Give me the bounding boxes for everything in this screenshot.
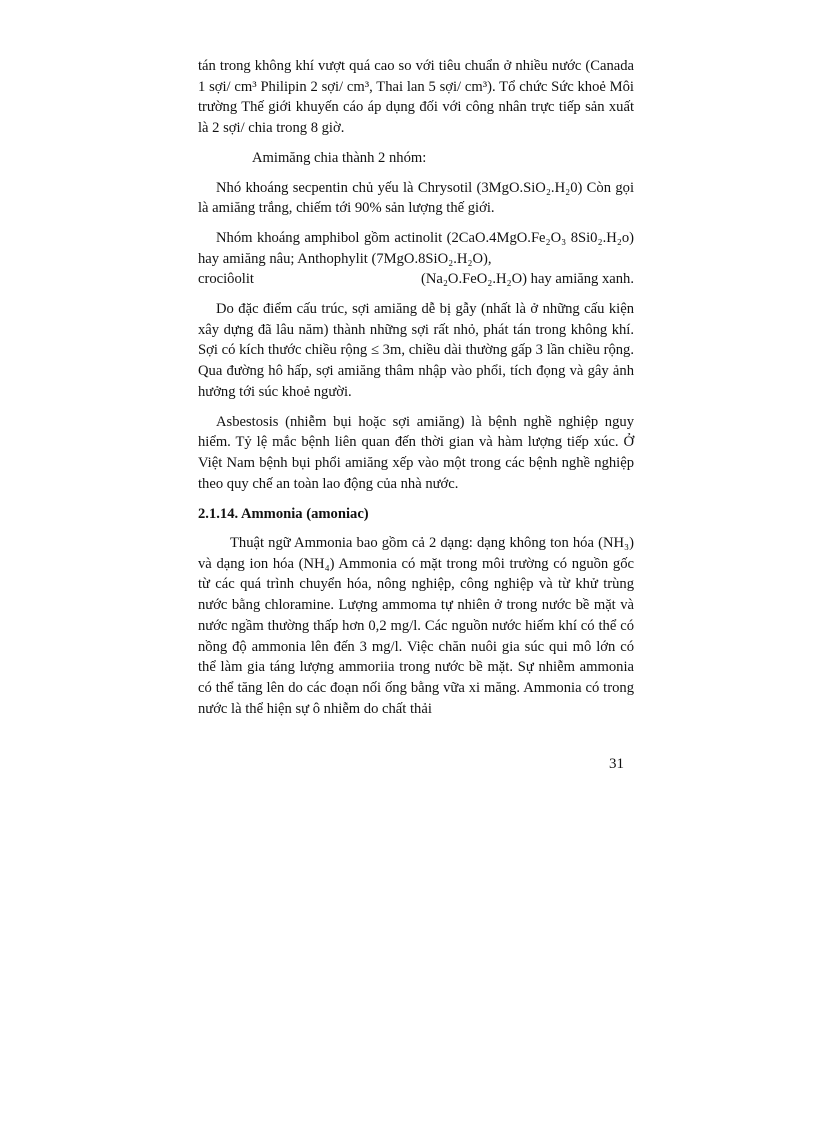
paragraph-ammonia: Thuật ngữ Ammonia bao gồm cả 2 dạng: dạng không ton hóa (NH₃) và dạng ion hóa (NH₄) Ammonia có mặt trong môi trường có nguồn gốc từ các quá trình chuyển hóa, nông nghiệp, công nghiệp và từ khử trùng nước bằng chloramine. Lượng ammoma tự nhiên ở trong nước bề mặt và nước ngầm thường thấp hơn 0,2 mg/l. Các nguồn nước hiếm khí có thể có nồng độ ammonia lên đến 3 mg/l. Việc chăn nuôi gia súc qui mô lớn có thể làm gia táng lượng ammoriia trong nước bề mặt. Sự nhiễm ammonia có thể tăng lên do các đoạn nối ống bằng vữa xi măng. Ammonia có trong nước là thể hiện sự ô nhiễm do chất thải xyxy=(198,535,634,717)
amphibole-group-text: Nhóm khoáng amphibol gồm actinolit (2CaO.4MgO.Fe₂O₃ 8Si0₂.H₂o) hay amiăng nâu; Anthophylit (7MgO.8SiO₂.H₂O), xyxy=(198,229,634,267)
paragraph-asbestosis: Asbestosis (nhiễm bụi hoặc sợi amiăng) là bệnh nghề nghiệp nguy hiểm. Tỷ lệ mắc bệnh liên quan đến thời gian và hàm lượng tiếp xúc. Ở Việt Nam bệnh bụi phổi amiăng xếp vào một trong các bệnh nghề nghiệp theo quy chế an toàn lao động của nhà nước. xyxy=(198,413,634,492)
paragraph-asbestos-groups-intro: Amimăng chia thành 2 nhóm: xyxy=(252,149,427,166)
amphibole-group-formula-line xyxy=(198,269,634,290)
paragraph-amphibole-group xyxy=(198,228,634,290)
paragraph-asbestos-standards: tán trong không khí vượt quá cao so với tiêu chuẩn ở nhiều nước (Canada 1 sợi/ cm³ Philipin 2 sợi/ cm³, Thai lan 5 sợi/ cm³). Tổ chức Sức khoẻ Môi trường Thế giới khuyến cáo áp dụng đối với công nhân trực tiếp sản xuất là 2 sợi/ chia trong 8 giờ. xyxy=(198,58,634,137)
paragraph-fiber-structure: Do đặc điểm cấu trúc, sợi amiăng dễ bị gẫy (nhất là ở những cấu kiện xây dựng đã lâu năm) thành những sợi rất nhỏ, phát tán trong không khí. Sợi có kích thước chiều rộng ≤ 3m, chiều dài thường gấp 3 lần chiều rộng. Qua đường hô hấp, sợi amiăng thâm nhập vào phổi, tích đọng và gây ảnh hưởng tới súc khoẻ người. xyxy=(198,301,634,400)
page-number: 31 xyxy=(609,756,624,772)
crocidolite-name: crociôolit xyxy=(198,271,254,288)
crocidolite-formula: (Na₂O.FeO₂.H₂O) hay amiăng xanh. xyxy=(420,271,634,288)
document-body xyxy=(198,56,634,719)
paragraph-serpentine-group: Nhó khoáng secpentin chủ yếu là Chrysotil (3MgO.SiO₂.H₂0) Còn gọi là amiăng trắng, chiếm tới 90% sản lượng thế giới. xyxy=(198,179,634,217)
section-heading-ammonia: 2.1.14. Ammonia (amoniac) xyxy=(198,506,369,523)
